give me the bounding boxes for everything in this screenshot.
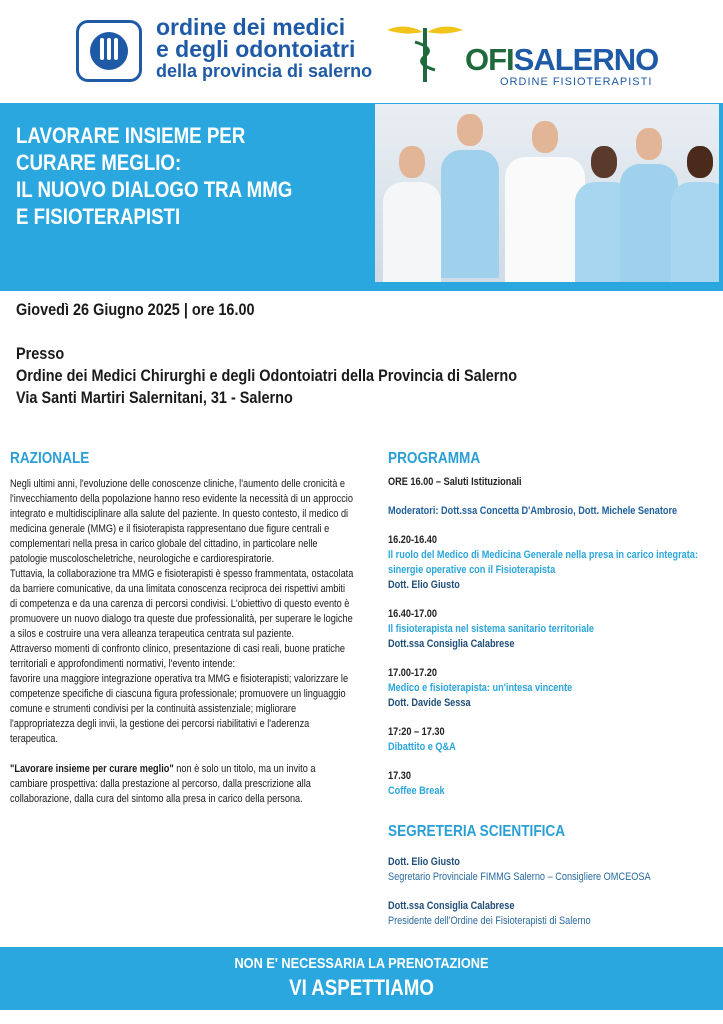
caduceus-logo-icon — [385, 22, 465, 84]
org-line: della provincia di salerno — [156, 61, 373, 81]
event-date: Giovedì 26 Giugno 2025 | ore 16.00 — [16, 300, 255, 319]
segreteria-heading: SEGRETERIA SCIENTIFICA — [388, 823, 566, 840]
program-item: 16.40-17.00 Il fisioterapista nel sistema sanitario territoriale Dott.ssa Consiglia Calabrese — [388, 608, 594, 650]
segreteria-list: Dott. Elio Giusto Segretario Provinciale FIMMG Salerno – Consigliere OMCEOSA Dott.ssa Consiglia Calabrese Presidente dell'Ordine dei Fisioterapisti di Salerno — [388, 856, 651, 927]
no-booking-note: NON E' NECESSARIA LA PRENOTAZIONE — [234, 955, 489, 972]
event-venue: Presso Ordine dei Medici Chirurghi e degli Odontoiatri della Provincia di Salerno Via Santi Martiri Salernitani, 31 - Salerno — [16, 344, 518, 407]
programma-heading: PROGRAMMA — [388, 450, 481, 467]
program-item: 17.30 Coffee Break — [388, 770, 445, 797]
razionale-text: Negli ultimi anni, l'evoluzione delle conoscenze cliniche, l'aumento delle cronicità e l'invecchiamento della popolazione hanno reso evidente la necessità di un approccio integrato e multidisciplinare alla salute del paziente. In questo contesto, il medico di medicina generale (MMG) e il fisioterapista rappresentano due figure centrali e complementari nella presa in carico globale del cittadino, in particolare nelle patologie muscoloscheletriche, neurologiche e cardiorespiratorie. Tuttavia, la collaborazione tra MMG e fisioterapisti è spesso frammentata, ostacolata da barriere comunicative, da una limitata conoscenza reciproca dei rispettivi ambiti di competenza e da una carenza di percorsi condivisi. L'obiettivo di questo evento è promuovere un nuovo dialogo tra queste due professionalità, per superare le logiche a silos e costruire una vera alleanza terapeutica centrata sul paziente. Attraverso momenti di confronto clinico, presentazione di casi reali, buone pratiche territoriali e approfondimenti normativi, l'evento intende: favorire una maggiore integrazione operativa tra MMG e fisioterapisti; valorizzare le competenze specifiche di ciascuna figura professionale; promuovere un linguaggio comune e strumenti condivisi per la continuità assistenziale; migliorare l'appropriatezza degli invii, la gestione dei percorsi riabilitativi e l'aderenza terapeutica. "Lavorare insieme per curare meglio" non è solo un titolo, ma un invito a cambiare prospettiva: dalla prestazione al percorso, dalla prescrizione alla collaborazione, dalla cura del sintomo alla presa in carico della persona. — [10, 478, 354, 805]
program-item: 17:20 – 17.30 Dibattito e Q&A — [388, 726, 456, 753]
org-line: e degli odontoiatri — [156, 36, 356, 62]
org-line: ordine dei medici — [156, 14, 346, 40]
programma-list: ORE 16.00 – Saluti Istituzionali Moderatori: Dott.ssa Concetta D'Ambrosio, Dott. Michele Senatore 16.20-16.40 Il ruolo del Medico di Medicina Generale nella presa in carico integrata: sinergie operative con il Fisioterapista Dott. Elio Giusto 16.40-17.00 Il fisioterapista nel sistema sanitario territoriale Dott.ssa Consiglia Calabrese 17.00-17.20 Medico e fisioterapista: un'intesa vincente Dott. Davide Sessa 17:20 – 17.30 Dibattito e Q&A 17.30 Coffee Break — [388, 475, 723, 813]
razionale-heading: RAZIONALE — [10, 450, 90, 467]
event-title: LAVORARE INSIEME PER CURARE MEGLIO: IL NUOVO DIALOGO TRA MMG E FISIOTERAPISTI — [16, 123, 293, 229]
ofi-subtitle: ORDINE FISIOTERAPISTI — [500, 76, 653, 88]
footer-band — [0, 947, 723, 1010]
closing-line: VI ASPETTIAMO — [289, 975, 434, 1000]
program-item: 16.20-16.40 Il ruolo del Medico di Medicina Generale nella presa in carico integrata: sinergie operative con il Fisioterapista Dott. Elio Giusto — [388, 534, 698, 591]
omceo-logo — [76, 20, 142, 82]
omceo-name — [156, 16, 372, 82]
program-item: 17.00-17.20 Medico e fisioterapista: un'intesa vincente Dott. Davide Sessa — [388, 667, 573, 709]
ofi-logo-text: OFISALERNO — [465, 42, 659, 77]
doctors-photo — [375, 104, 719, 282]
